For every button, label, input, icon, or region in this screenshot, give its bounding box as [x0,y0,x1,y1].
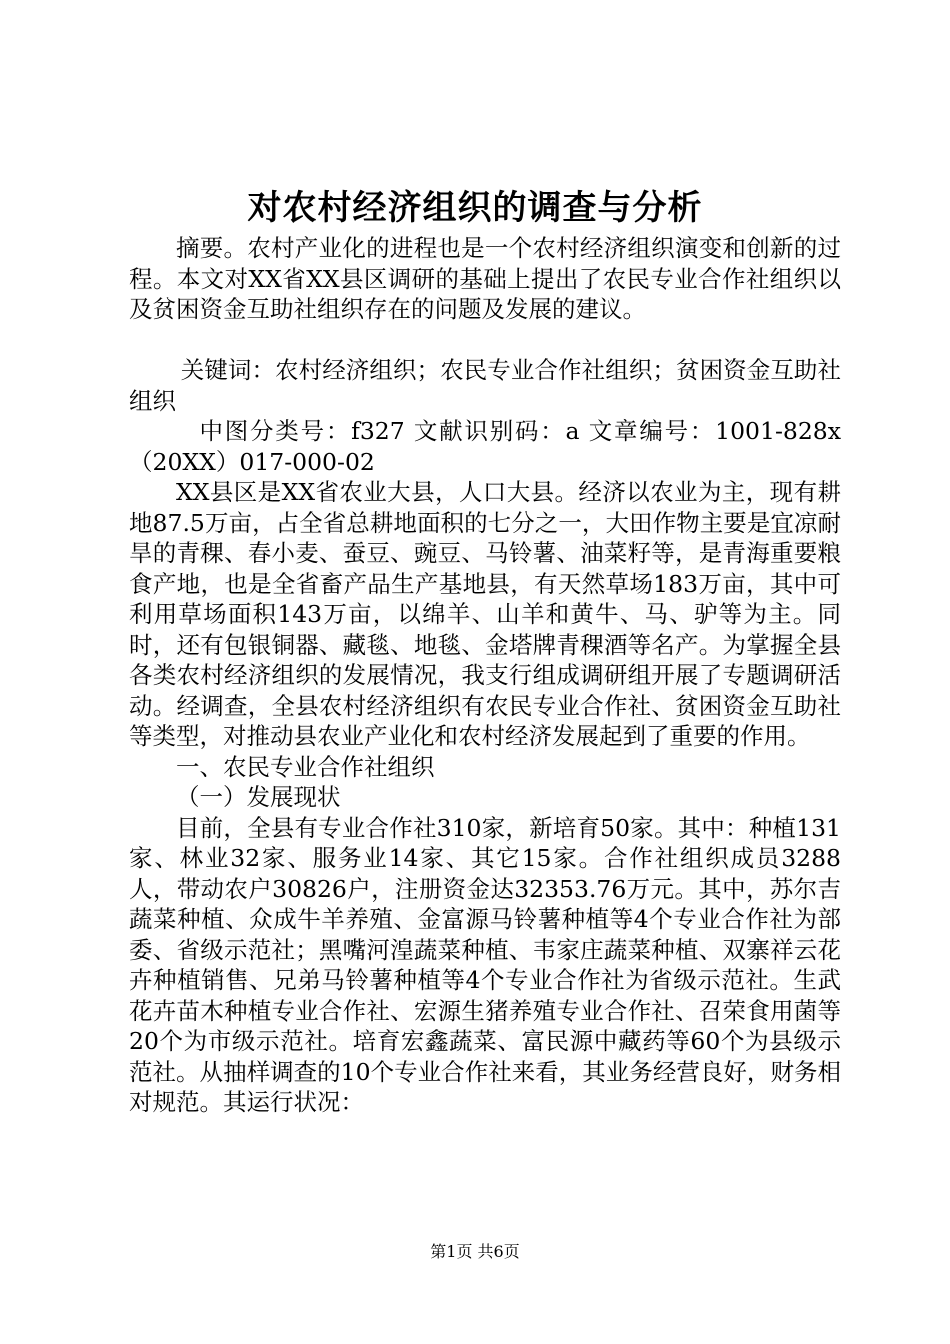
classification-paragraph: 中图分类号：f327 文献识别码：a 文章编号：1001-828x（20XX）017-000-02 [129,417,841,476]
page-number: 第1页 共6页 [430,1242,520,1261]
subsection-heading: （一）发展现状 [176,783,341,811]
paragraph-spacer [129,325,841,356]
keywords-paragraph: 关键词：农村经济组织；农民专业合作社组织；贫困资金互助社组织 [129,356,841,415]
section-heading: 一、农民专业合作社组织 [176,752,435,781]
status-paragraph: 目前，全县有专业合作社310家，新培育50家。其中：种植131家、林业32家、服务业14家、其它15家。合作社组织成员3288人，带动农户30826户，注册资金达32353.76万元。其中，苏尔吉蔬菜种植、众成牛羊养殖、金富源马铃薯种植等4个专业合作社为部委、省级示范社；黑嘴河湟蔬菜种植、韦家庄蔬菜种植、双寨祥云花卉种植销售、兄弟马铃薯种植等4个专业合作社为省级示范社。生武花卉苗木种植专业合作社、宏源生猪养殖专业合作社、召荣食用菌等20个为市级示范社。培育宏鑫蔬菜、富民源中藏药等60个为县级示范社。从抽样调查的10个专业合作社来看，其业务经营良好，财务相对规范。其运行状况： [129,813,841,1116]
abstract-paragraph: 摘要。农村产业化的进程也是一个农村经济组织演变和创新的过程。本文对XX省XX县区调研的基础上提出了农民专业合作社组织以及贫困资金互助社组织存在的问题及发展的建议。 [129,234,841,323]
document-body [129,233,841,1118]
document-title: 对农村经济组织的调查与分析 [247,188,703,228]
intro-paragraph: XX县区是XX省农业大县，人口大县。经济以农业为主，现有耕地87.5万亩，占全省总耕地面积的七分之一，大田作物主要是宜凉耐旱的青稞、春小麦、蚕豆、豌豆、马铃薯、油菜籽等，是青海重要粮食产地，也是全省畜产品生产基地县，有天然草场183万亩，其中可利用草场面积143万亩，以绵羊、山羊和黄牛、马、驴等为主。同时，还有包银铜器、藏毯、地毯、金塔牌青稞酒等名产。为掌握全县各类农村经济组织的发展情况，我支行组成调研组开展了专题调研活动。经调查，全县农村经济组织有农民专业合作社、贫困资金互助社等类型，对推动县农业产业化和农村经济发展起到了重要的作用。 [129,478,841,750]
